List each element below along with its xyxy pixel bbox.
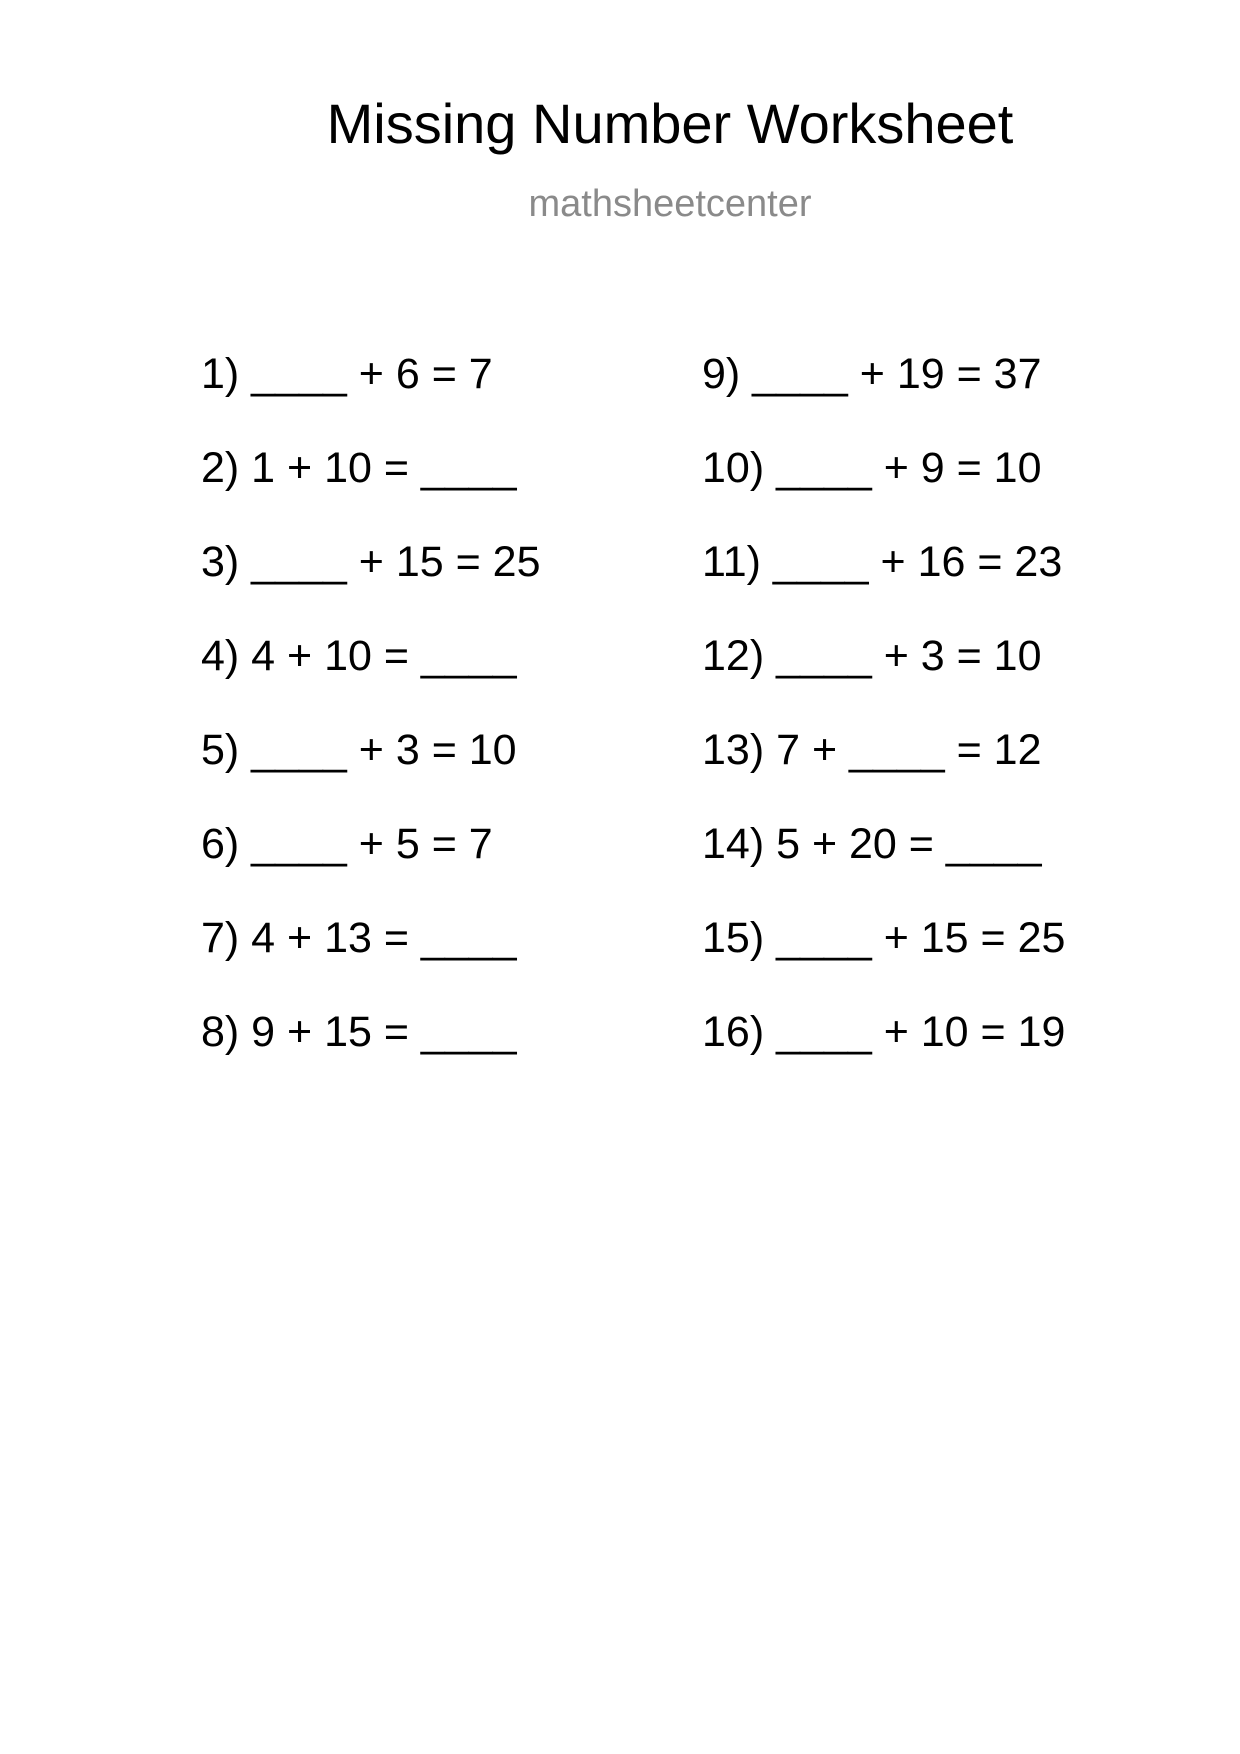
problem-12: 12) ____ + 3 = 10 xyxy=(702,632,1042,680)
problem-2: 2) 1 + 10 = ____ xyxy=(201,444,517,492)
problem-15: 15) ____ + 15 = 25 xyxy=(702,914,1066,962)
problem-4: 4) 4 + 10 = ____ xyxy=(201,632,517,680)
problem-6: 6) ____ + 5 = 7 xyxy=(201,820,493,868)
problem-7: 7) 4 + 13 = ____ xyxy=(201,914,517,962)
problem-11: 11) ____ + 16 = 23 xyxy=(702,538,1063,586)
problem-8: 8) 9 + 15 = ____ xyxy=(201,1008,517,1056)
problem-10: 10) ____ + 9 = 10 xyxy=(702,444,1042,492)
problem-16: 16) ____ + 10 = 19 xyxy=(702,1008,1066,1056)
problem-14: 14) 5 + 20 = ____ xyxy=(702,820,1042,868)
problem-1: 1) ____ + 6 = 7 xyxy=(201,350,493,398)
problem-5: 5) ____ + 3 = 10 xyxy=(201,726,517,774)
problem-3: 3) ____ + 15 = 25 xyxy=(201,538,541,586)
problem-13: 13) 7 + ____ = 12 xyxy=(702,726,1042,774)
worksheet-subtitle: mathsheetcenter xyxy=(528,183,812,225)
problem-9: 9) ____ + 19 = 37 xyxy=(702,350,1042,398)
worksheet-title: Missing Number Worksheet xyxy=(326,92,1014,155)
